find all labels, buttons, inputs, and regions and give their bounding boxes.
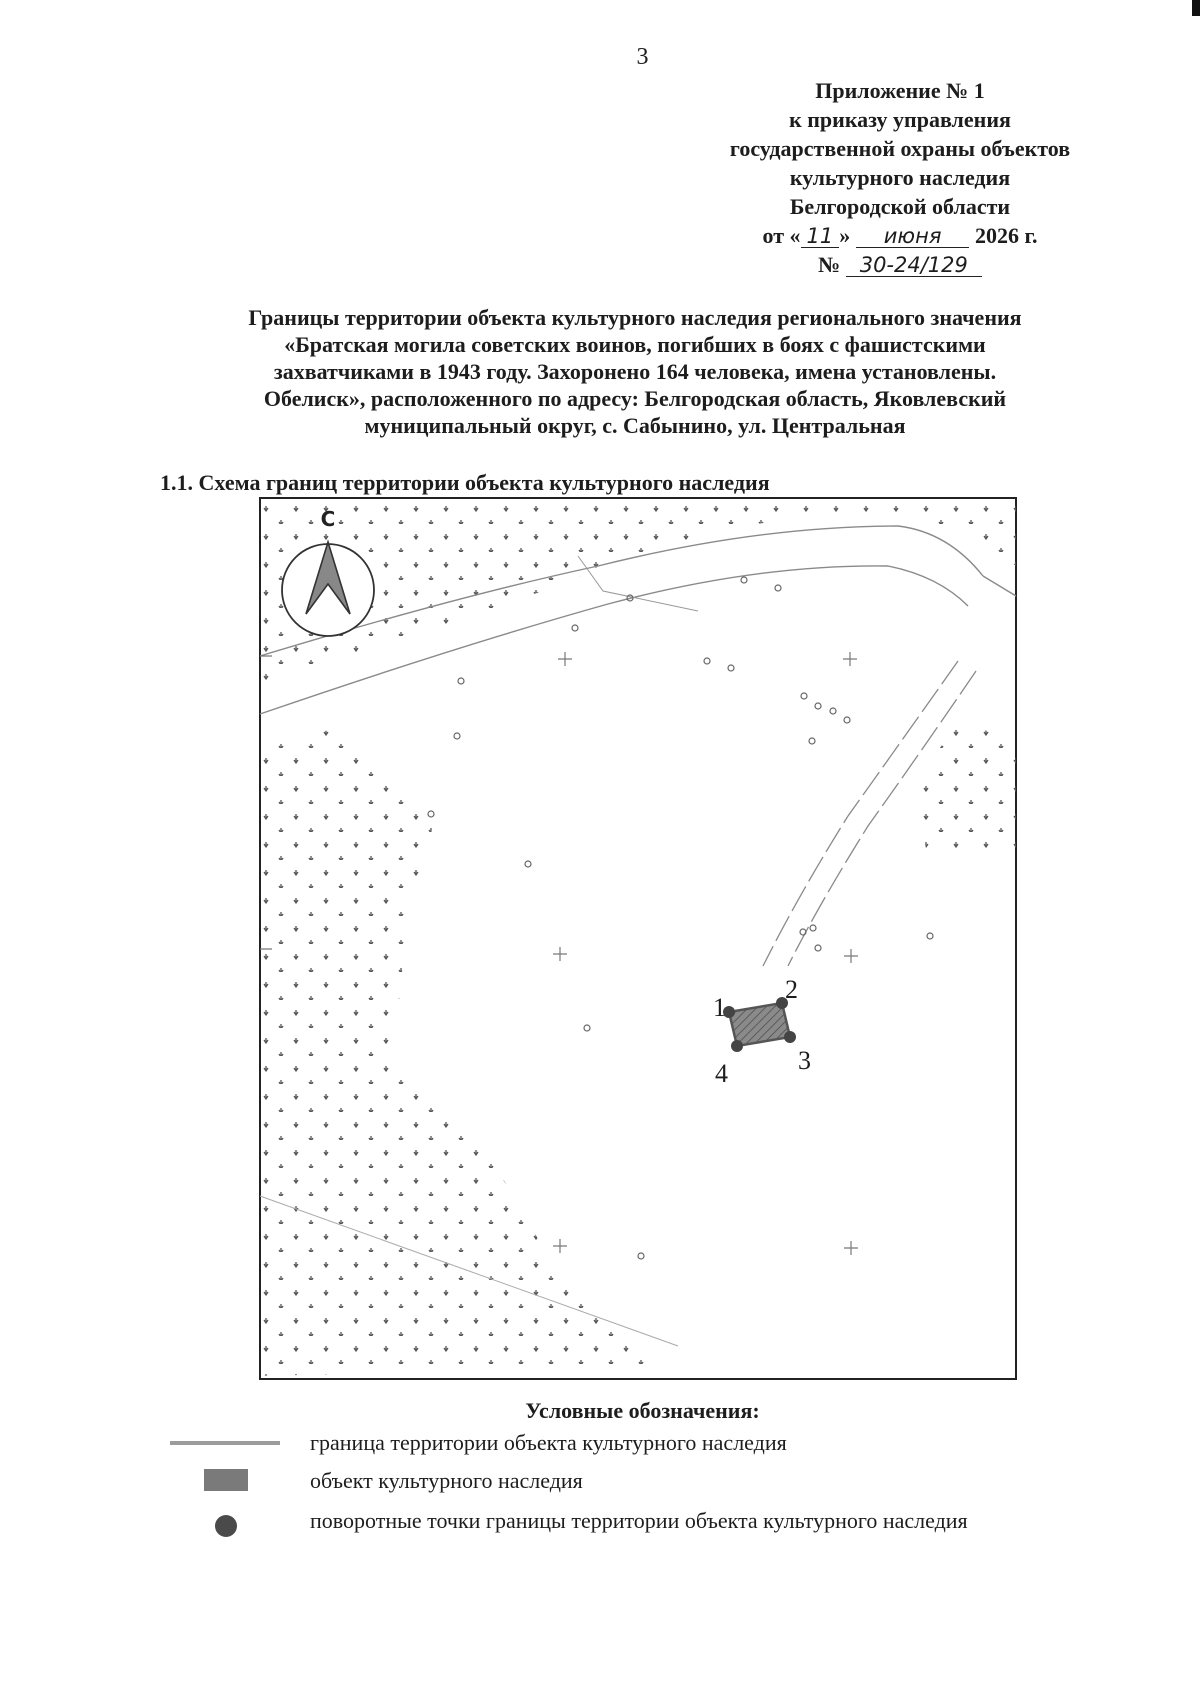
title-line-1: Границы территории объекта культурного наследия регионального значения (248, 305, 1022, 330)
appendix-line-4: культурного наследия (789, 165, 1011, 190)
compass-label: С (320, 507, 336, 531)
title-line-5: муниципальный округ, с. Сабынино, ул. Центральная (364, 413, 906, 438)
date-prefix: от « (762, 223, 801, 248)
appendix-date (680, 221, 1120, 250)
point-label-1: 1 (713, 993, 726, 1022)
date-year: 2026 г. (974, 223, 1038, 248)
legend-text-points: поворотные точки границы территории объекта культурного наследия (310, 1508, 968, 1533)
legend-item-points (170, 1507, 1100, 1567)
boundary-scheme-map (258, 496, 1018, 1381)
number-prefix: № (818, 252, 841, 277)
document-title (150, 304, 1120, 439)
legend-title: Условные обозначения: (525, 1398, 760, 1423)
turning-point-4 (731, 1040, 743, 1052)
appendix-line-2: к приказу управления (789, 107, 1011, 132)
date-day: 11 (801, 225, 840, 248)
appendix-line-3: государственной охраны объектов (729, 136, 1071, 161)
legend-text-object: объект культурного наследия (310, 1468, 583, 1493)
point-label-3: 3 (798, 1046, 811, 1075)
number-value: 30-24/129 (846, 254, 982, 277)
title-line-2: «Братская могила советских воинов, погибших в боях с фашистскими (284, 332, 986, 357)
title-line-4: Обелиск», расположенного по адресу: Белгородская область, Яковлевский (263, 386, 1007, 411)
appendix-number (680, 250, 1120, 279)
date-mid: » (839, 223, 851, 248)
section-title: 1.1. Схема границ территории объекта культурного наследия (160, 470, 770, 495)
legend-text-boundary: граница территории объекта культурного наследия (310, 1430, 787, 1455)
legend-symbol-line (170, 1429, 280, 1459)
boundary-polygon (729, 1003, 790, 1046)
legend-item-boundary (170, 1429, 1100, 1459)
page-number: 3 (636, 44, 649, 70)
point-label-4: 4 (715, 1059, 728, 1088)
legend-symbol-dot (170, 1507, 280, 1537)
legend-item-object (170, 1467, 1100, 1497)
date-month: июня (856, 225, 970, 248)
legend-symbol-rect (170, 1467, 280, 1497)
appendix-header (680, 76, 1120, 279)
scan-corner-mark (1192, 0, 1200, 16)
title-line-3: захватчиками в 1943 году. Захоронено 164 человека, имена установлены. (273, 359, 997, 384)
appendix-line-5: Белгородской области (789, 194, 1011, 219)
point-label-2: 2 (785, 975, 798, 1004)
turning-point-3 (784, 1031, 796, 1043)
appendix-line-1: Приложение № 1 (815, 78, 985, 103)
